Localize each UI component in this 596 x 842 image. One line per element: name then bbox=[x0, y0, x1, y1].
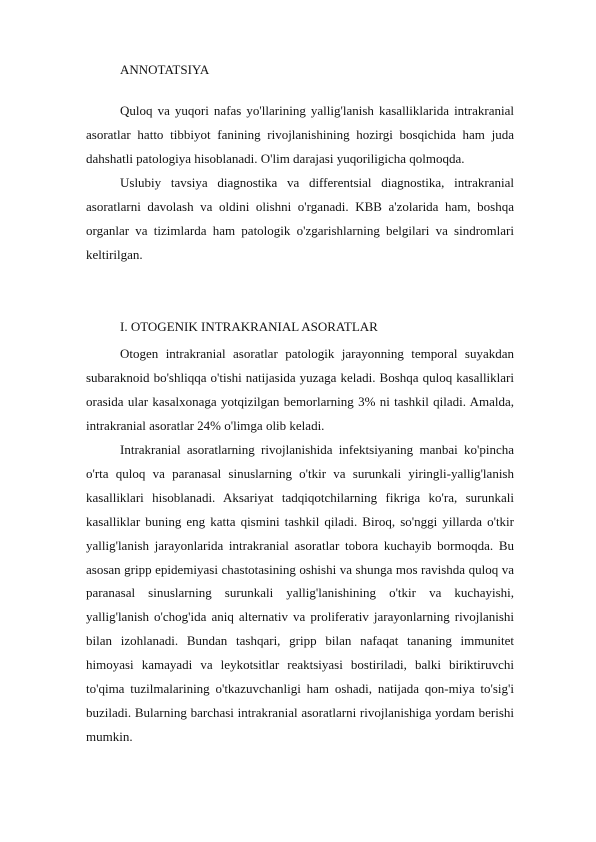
annotation-title: ANNOTATSIYA bbox=[120, 62, 210, 77]
annotation-paragraph-1: Quloq va yuqori nafas yo'llarining yallig'lanish kasalliklarida intrakranial asoratlar hatto tibbiyot fanining rivojlanishining hozirgi bosqichida ham juda dahshatli patologiya hisoblanadi. O'lim darajasi yuqoriligicha qolmoqda. bbox=[86, 103, 514, 166]
annotation-paragraph-2: Uslubiy tavsiya diagnostika va differentsial diagnostika, intrakranial asoratlarni davolash va oldini olishni o'rganadi. KBB a'zolarida ham, boshqa organlar va tizimlarda ham patologik o'zgarishlarning belgilari va sindromlari keltirilgan. bbox=[86, 175, 514, 262]
section-paragraph-2: Intrakranial asoratlarning rivojlanishida infektsiyaning manbai ko'pincha o'rta quloq va paranasal sinuslarning o'tkir va surunkali yiringli-yallig'lanish kasalliklari hisoblanadi. Aksariyat tadqiqotchilarning fikriga ko'ra, surunkali kasalliklar buning eng katta qismini tashkil qiladi. Biroq, so'nggi yillarda o'tkir yallig'lanish jarayonlarida intrakranial asoratlar tobora kuchayib bormoqda. Bu asosan gripp epidemiyasi chastotasining oshishi va shunga mos ravishda quloq va paranasal sinuslarning surunkali yallig'lanishining o'tkir va kuchayishi, yallig'lanish o'chog'ida aniq alternativ va proliferativ jarayonlarning rivojlanishi bilan izohlanadi. Bundan tashqari, gripp bilan nafaqat tananing immunitet himoyasi kamayadi va leykotsitlar reaktsiyasi bostiriladi, balki biriktiruvchi to'qima tuzilmalarining o'tkazuvchanligi ham oshadi, natijada qon-miya to'sig'i buziladi. Bularning barchasi intrakranial asoratlarni rivojlanishiga yordam berishi mumkin. bbox=[86, 442, 514, 744]
section-title: I. OTOGENIK INTRAKRANIAL ASORATLAR bbox=[120, 319, 378, 334]
section-paragraph-1: Otogen intrakranial asoratlar patologik jarayonning temporal suyakdan subaraknoid bo'shliqqa o'tishi natijasida yuzaga keladi. Boshqa quloq kasalliklari orasida ular kasalxonaga yotqizilgan bemorlarning 3% ni tashkil qiladi. Amalda, intrakranial asoratlar 24% o'limga olib keladi. bbox=[86, 346, 514, 433]
